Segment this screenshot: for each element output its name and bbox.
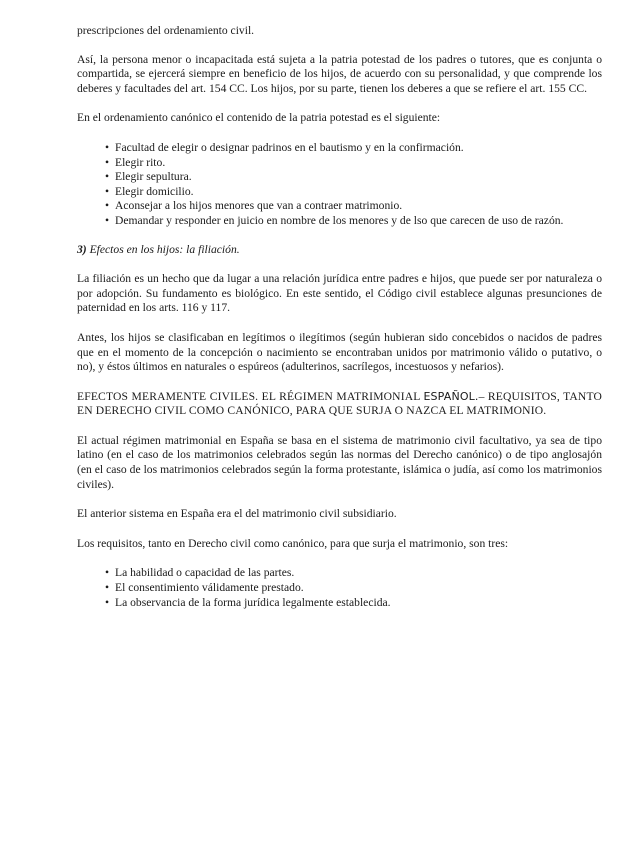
list-item: • Demandar y responder en juicio en nombre de los menores y de lso que carecen de uso de razón. [105, 214, 602, 229]
paragraph-requisitos-intro: Los requisitos, tanto en Derecho civil como canónico, para que surja el matrimonio, son tres: [77, 536, 509, 550]
list-requisitos [77, 566, 602, 610]
paragraph-canonical-intro: En el ordenamiento canónico el contenido de la patria potestad es el siguiente: [77, 111, 441, 125]
document-page [77, 24, 602, 624]
list-item: • Aconsejar a los hijos menores que van a contraer matrimonio. [105, 199, 602, 214]
list-patria-potestad [77, 141, 602, 229]
list-item: • La habilidad o capacidad de las partes. [105, 566, 602, 581]
heading-efectos-civiles [77, 390, 602, 419]
paragraph-regimen-actual: El actual régimen matrimonial en España se basa en el sistema de matrimonio civil facultativo, ya sea de tipo latino (en el caso de los matrimonios celebrados según las normas del Derecho canónico) o de tipo anglosajón (en el caso de los matrimonios celebrados según la forma protestante, islámica o judía, así como los matrimonios civiles). [77, 433, 602, 491]
section-title: Efectos en los hijos: la filiación. [89, 242, 240, 256]
list-item: • Elegir sepultura. [105, 170, 602, 185]
heading-espanol: ESPAÑOL. [423, 389, 479, 403]
section-number: 3) [77, 242, 87, 256]
list-item: • Facultad de elegir o designar padrinos en el bautismo y en la confirmación. [105, 141, 602, 156]
paragraph-clasificacion-hijos: Antes, los hijos se clasificaban en legítimos o ilegítimos (según hubieran sido concebidos o nacidos de padres que en el momento de la concepción o nacimiento se encontraban unidos por matrimonio válido o putativo, o no), y éstos últimos en naturales o espúreos (adulterinos, sacrílegos, incestuosos y nefarios). [77, 330, 602, 374]
heading-part2: – REQUISITOS, TANTO EN DERECHO CIVIL COMO CANÓNICO, PARA QUE SURJA O NAZCA EL MATRIMONIO. [77, 389, 602, 418]
paragraph-sistema-anterior: El anterior sistema en España era el del matrimonio civil subsidiario. [77, 507, 397, 521]
list-item: • Elegir rito. [105, 156, 602, 171]
list-item: • La observancia de la forma jurídica legalmente establecida. [105, 596, 602, 611]
paragraph-patria-potestad-civil: Así, la persona menor o incapacitada está sujeta a la patria potestad de los padres o tutores, que es conjunta o compartida, se ejercerá siempre en beneficio de los hijos, de acuerdo con su personalidad, y que comprende los deberes y facultades del art. 154 CC. Los hijos, por su parte, tienen los deberes a que se refiere el art. 155 CC. [77, 52, 602, 95]
heading-part1: EFECTOS MERAMENTE CIVILES. EL RÉGIMEN MATRIMONIAL [77, 389, 424, 403]
section-heading-filiacion [77, 243, 602, 258]
list-item: • El consentimiento válidamente prestado. [105, 581, 602, 596]
list-item: • Elegir domicilio. [105, 185, 602, 200]
paragraph-filiacion: La filiación es un hecho que da lugar a una relación jurídica entre padres e hijos, que puede ser por naturaleza o por adopción. Su fundamento es biológico. En este sentido, el Código civil establece algunas presunciones de paternidad en los arts. 116 y 117. [77, 272, 602, 315]
paragraph-continuation: prescripciones del ordenamiento civil. [77, 24, 255, 37]
